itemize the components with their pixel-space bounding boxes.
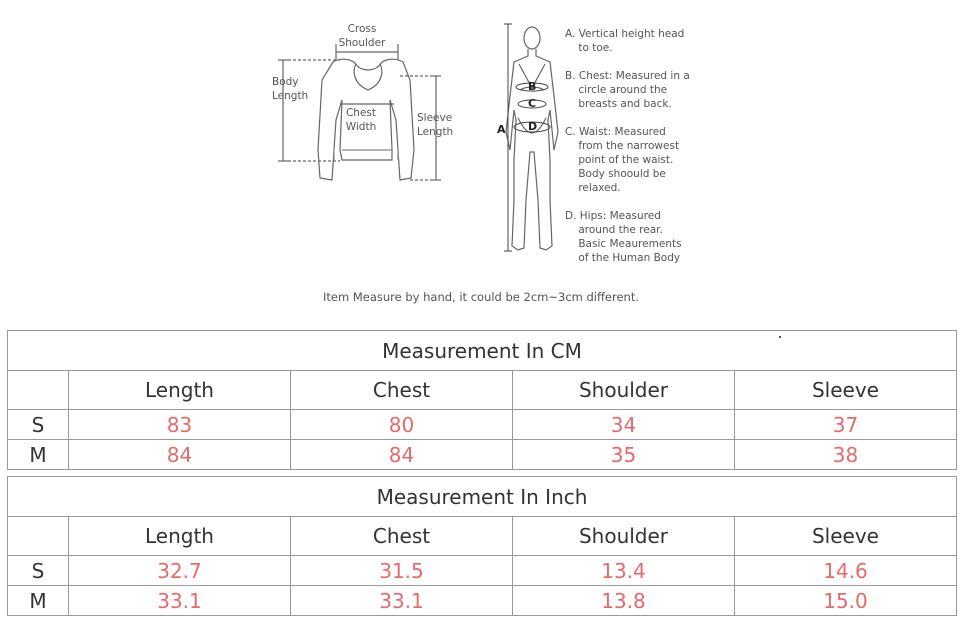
value-cell: 80 — [291, 410, 513, 440]
value-cell: 31.5 — [291, 556, 513, 586]
note-d: D. Hips: Measured around the rear. Basic Meaurements of the Human Body — [565, 210, 682, 264]
inch-measurement-table — [7, 476, 957, 616]
value-cell: 84 — [69, 440, 291, 470]
table-title: Measurement In CM — [8, 331, 957, 371]
size-label: S — [8, 556, 69, 586]
note-c: C. Waist: Measured from the narrowest point of the waist. Body shoould be relaxed. — [565, 126, 680, 194]
value-cell: 83 — [69, 410, 291, 440]
table-title: Measurement In Inch — [8, 477, 957, 517]
value-cell: 34 — [513, 410, 735, 440]
column-header: Chest — [291, 517, 513, 556]
table-row — [8, 556, 957, 586]
column-header: Length — [69, 517, 291, 556]
column-header: Chest — [291, 371, 513, 410]
body-letter-a: A — [497, 123, 506, 136]
table-row — [8, 410, 957, 440]
value-cell: 33.1 — [291, 586, 513, 616]
body-letter-d: D — [528, 120, 538, 133]
cm-measurement-table — [7, 330, 957, 470]
column-header: Shoulder — [513, 371, 735, 410]
value-cell: 35 — [513, 440, 735, 470]
value-cell: 32.7 — [69, 556, 291, 586]
column-header: Shoulder — [513, 517, 735, 556]
table-row — [8, 586, 957, 616]
value-cell: 84 — [291, 440, 513, 470]
size-label: M — [8, 440, 69, 470]
note-a: A. Vertical height head to toe. — [565, 28, 685, 54]
size-label: S — [8, 410, 69, 440]
chest-width-label: Chest Width — [345, 107, 377, 133]
corner-cell — [8, 517, 69, 556]
value-cell: 38 — [735, 440, 957, 470]
column-header: Length — [69, 371, 291, 410]
measure-note: Item Measure by hand, it could be 2cm~3cm different. — [322, 290, 640, 304]
size-label: M — [8, 586, 69, 616]
value-cell: 13.4 — [513, 556, 735, 586]
corner-cell — [8, 371, 69, 410]
value-cell: 37 — [735, 410, 957, 440]
sleeve-length-label: Sleeve Length — [417, 112, 454, 138]
value-cell: 15.0 — [735, 586, 957, 616]
column-header: Sleeve — [735, 517, 957, 556]
value-cell: 13.8 — [513, 586, 735, 616]
note-b: B. Chest: Measured in a circle around the breasts and back. — [565, 70, 690, 110]
body-length-label: Body Length — [272, 76, 309, 102]
cross-shoulder-label: Cross Shoulder — [338, 23, 386, 49]
body-letter-c: C — [528, 97, 537, 110]
value-cell: 33.1 — [69, 586, 291, 616]
column-header: Sleeve — [735, 371, 957, 410]
value-cell: 14.6 — [735, 556, 957, 586]
table-row — [8, 440, 957, 470]
body-letter-b: B — [528, 80, 537, 93]
